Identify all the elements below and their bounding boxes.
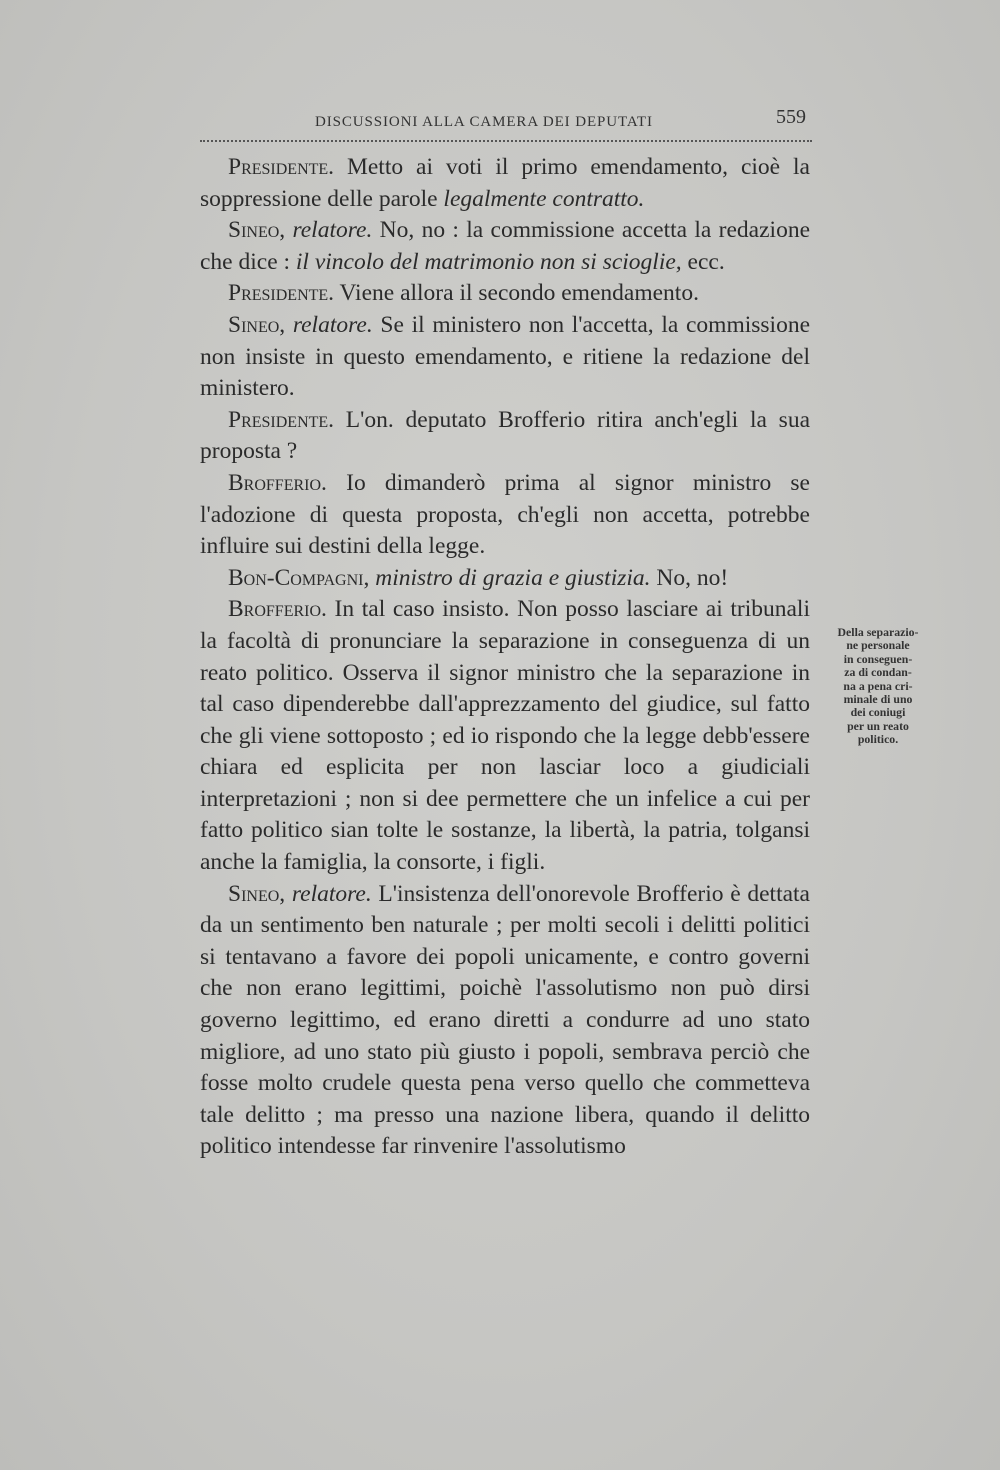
emphasis-text: legalmente contratto.: [443, 185, 645, 212]
speaker-name: Sineo,: [228, 880, 286, 907]
speaker-role: relatore.: [285, 311, 373, 338]
paragraph: [200, 215, 810, 278]
header-rule: [200, 140, 812, 142]
speaker-name: Presidente.: [228, 406, 335, 433]
paragraph: [200, 563, 810, 595]
speaker-name: Brofferio.: [228, 469, 327, 496]
paragraph: [200, 152, 810, 215]
body-text: [200, 152, 810, 1163]
speaker-name: Sineo,: [228, 311, 286, 338]
paragraph-text: No, no : la commissione accetta la redazione che dice :: [200, 217, 810, 275]
paragraph: [200, 278, 810, 310]
speaker-name: Bon-Compagni,: [228, 564, 370, 591]
paragraph-text: Io dimanderò prima al signor ministro se l'adozione di questa proposta, ch'egli non accetta, potrebbe influire sui destini della legge.: [200, 469, 810, 560]
paragraph: [200, 310, 810, 405]
paragraph-text: In tal caso insisto. Non posso lasciare ai tribunali la facoltà di pronunciare la separazione in conseguenza di un reato politico. Osserva il signor ministro che la separazione in tal caso dipenderebbe dall'apprezzamento del giudice, sul fatto che gli viene sottoposto ; ed io rispondo che la legge debb'essere chiara ed esplicita per non lasciar loco a giudiciali interpretazioni ; non si dee permettere che un infelice a cui per fatto politico sian tolte le sostanze, la libertà, la patria, tolgansi anche la famiglia, la consorte, i figli.: [200, 596, 810, 876]
page-number: 559: [776, 106, 806, 128]
speaker-role: relatore.: [285, 217, 373, 244]
margin-note-line: politico.: [857, 732, 899, 747]
speaker-name: Presidente.: [228, 154, 335, 180]
running-title: DISCUSSIONI ALLA CAMERA DEI DEPUTATI: [315, 114, 653, 130]
speaker-name: Brofferio.: [228, 596, 327, 623]
paragraph: [200, 468, 810, 563]
margin-note-line: ne personale: [846, 638, 910, 653]
margin-note-line: dei coniugi: [850, 705, 906, 720]
paragraph-text: Se il ministero non l'accetta, la commissione non insiste in questo emendamento, e ritiene la redazione del ministero.: [200, 311, 810, 402]
margin-note-line: na a pena cri-: [843, 678, 913, 693]
speaker-name: Sineo,: [228, 217, 286, 244]
paragraph-text: L'on. deputato Brofferio ritira anch'egli la sua proposta ?: [200, 406, 810, 465]
margin-note-line: Della separazio-: [837, 625, 919, 639]
paragraph: [200, 594, 810, 878]
speaker-name: Presidente.: [228, 280, 335, 307]
paragraph-text: Viene allora il secondo emendamento.: [334, 280, 699, 307]
paragraph-text: L'insistenza dell'onorevole Brofferio è dettata da un sentimento ben naturale ; per molti secoli i delitti politici si tentavano a favore dei popoli unicamente, e contro governi che non erano legittimi, poichè l'assolutismo non può dirsi governo legittimo, ed erano diretti a condurre ad uno stato migliore, ad uno stato più giusto i popoli, sembrava perciò che fosse molto crudele questa pena verso quello che commetteva tale delitto ; ma presso una nazione libera, quando il delitto politico intendesse far rinvenire l'assolutismo: [200, 880, 810, 1160]
margin-note-line: in conseguen-: [843, 651, 913, 666]
speaker-role: relatore.: [285, 880, 372, 907]
paragraph: [200, 879, 810, 1163]
paragraph-tail: ecc.: [681, 248, 725, 275]
speaker-role: ministro di grazia e giustizia.: [369, 564, 651, 591]
page-header: [200, 104, 812, 144]
paragraph: [200, 405, 810, 468]
margin-note-line: minale di uno: [843, 692, 913, 707]
paragraph-text: Metto ai voti il primo emendamento, cioè la soppressione delle parole: [200, 154, 810, 212]
margin-note-line: za di condan-: [844, 665, 912, 680]
margin-note: [822, 626, 934, 747]
margin-note-line: per un reato: [847, 718, 909, 733]
paragraph-text: No, no!: [650, 564, 729, 591]
emphasis-text: il vincolo del matrimonio non si scioglie,: [295, 248, 682, 275]
